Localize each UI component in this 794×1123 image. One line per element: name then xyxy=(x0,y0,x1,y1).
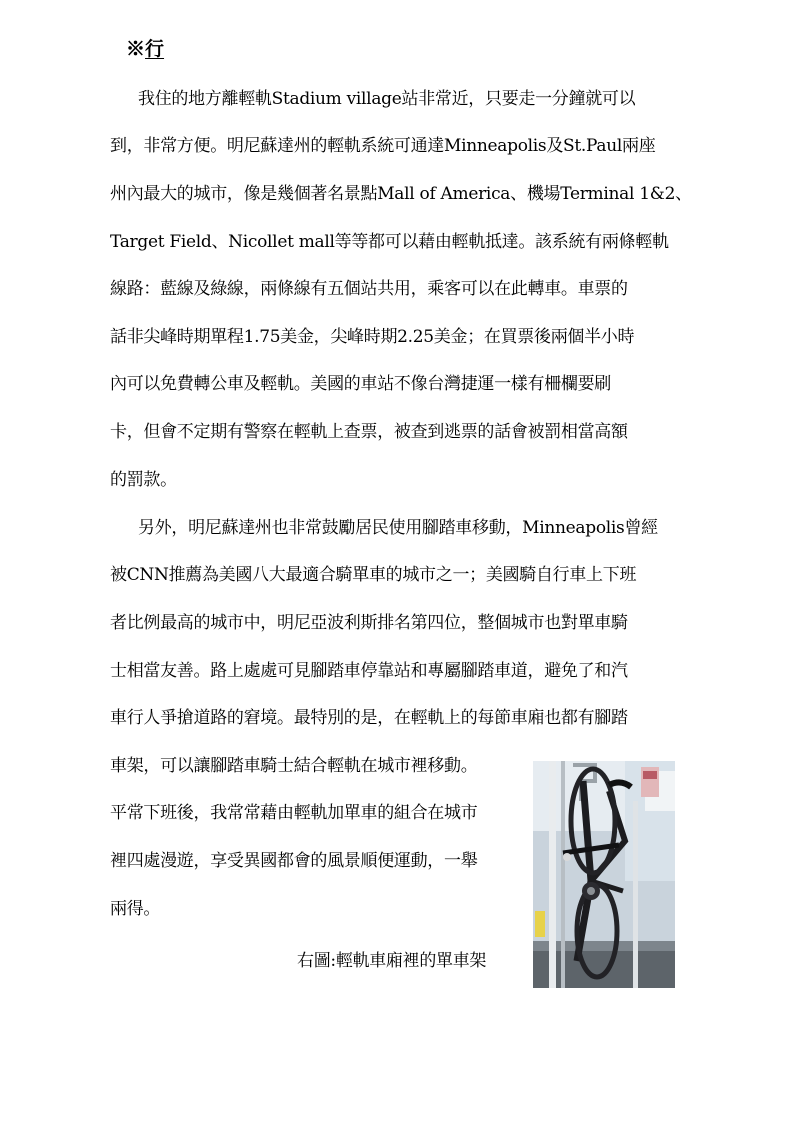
paragraph-2-line-3: 者比例最高的城市中，明尼亞波利斯排名第四位，整個城市也對單車騎 xyxy=(110,613,628,633)
paragraph-1-line-6: 話非尖峰時期單程1.75美金，尖峰時期2.25美金；在買票後兩個半小時 xyxy=(110,327,635,347)
paragraph-2-line-2: 被CNN推薦為美國八大最適合騎單車的城市之一；美國騎自行車上下班 xyxy=(110,565,637,585)
figure-caption: 右圖:輕軌車廂裡的單車架 xyxy=(297,951,487,971)
paragraph-1-line-7: 內可以免費轉公車及輕軌。美國的車站不像台灣捷運一樣有柵欄要刷 xyxy=(110,374,611,394)
bike-rack-photo xyxy=(533,761,675,988)
paragraph-1-line-3: 州內最大的城市，像是幾個著名景點Mall of America、機場Terminal 1&2、 xyxy=(110,184,692,204)
paragraph-1-line-8: 卡，但會不定期有警察在輕軌上查票，被查到逃票的話會被罰相當高額 xyxy=(110,422,628,442)
reference-mark: ※ xyxy=(126,38,146,60)
section-title: 行 xyxy=(145,38,165,60)
paragraph-1-line-2: 到，非常方便。明尼蘇達州的輕軌系統可通達Minneapolis及St.Paul兩座 xyxy=(110,136,656,156)
paragraph-1-line-1: 我住的地方離輕軌Stadium village站非常近，只要走一分鐘就可以 xyxy=(138,89,636,109)
paragraph-2-line-7: 平常下班後，我常常藉由輕軌加單車的組合在城市 xyxy=(110,803,478,823)
paragraph-2-line-6: 車架，可以讓腳踏車騎士結合輕軌在城市裡移動。 xyxy=(110,756,478,776)
paragraph-2-line-4: 士相當友善。路上處處可見腳踏車停靠站和專屬腳踏車道，避免了和汽 xyxy=(110,661,628,681)
paragraph-2-line-1: 另外，明尼蘇達州也非常鼓勵居民使用腳踏車移動，Minneapolis曾經 xyxy=(138,518,658,538)
section-heading xyxy=(126,36,164,62)
paragraph-1-line-5: 線路：藍線及綠線，兩條線有五個站共用，乘客可以在此轉車。車票的 xyxy=(110,279,628,299)
paragraph-2-line-8: 裡四處漫遊，享受異國都會的風景順便運動，一舉 xyxy=(110,851,478,871)
paragraph-1-line-9: 的罰款。 xyxy=(110,470,177,490)
paragraph-2-line-9: 兩得。 xyxy=(110,899,161,919)
paragraph-1-line-4: Target Field、Nicollet mall等等都可以藉由輕軌抵達。該系統有兩條輕軌 xyxy=(110,232,669,252)
paragraph-2-line-5: 車行人爭搶道路的窘境。最特別的是，在輕軌上的每節車廂也都有腳踏 xyxy=(110,708,628,728)
